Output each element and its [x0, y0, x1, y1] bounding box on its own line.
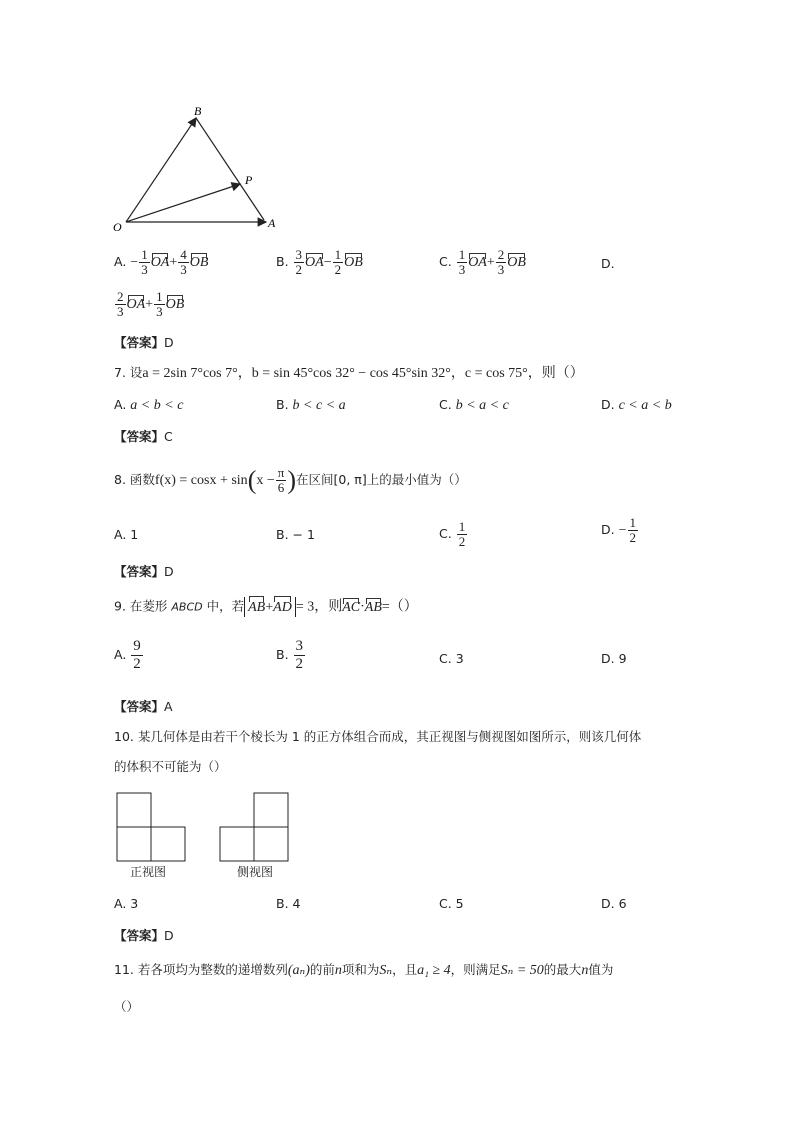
q6-option-c[interactable]: C. $\frac{1}{3}$ OA+ $\frac{2}{3}$ OB: [439, 247, 526, 277]
q10-option-a[interactable]: A. 3: [114, 896, 139, 911]
label-A: A: [268, 216, 276, 230]
q10-option-b[interactable]: B. 4: [276, 896, 301, 911]
q6-option-d-label[interactable]: D.: [601, 256, 615, 271]
front-view-cell-top: [117, 793, 151, 827]
q7-option-c[interactable]: C. b < a < c: [439, 397, 509, 413]
q9-stem: 9. 在菱形 ABCD 中，若 AB+AD = 3，则AC·AB=（）: [114, 597, 418, 617]
triangle-figure: [110, 100, 290, 235]
side-view-cell-top: [254, 793, 288, 827]
q10-answer: 【答案】D: [114, 928, 174, 943]
front-view-figure: [116, 792, 188, 862]
q6-answer: 【答案】D: [114, 335, 174, 350]
label-O: O: [113, 220, 122, 234]
q6-option-d[interactable]: $\frac{2}{3}$ OA+ $\frac{1}{3}$ OB: [117, 289, 185, 319]
q8-answer: 【答案】D: [114, 564, 174, 579]
q11-stem-line2: （）: [114, 999, 140, 1014]
side-view-cell-bottom-left: [220, 827, 254, 861]
q6-option-b[interactable]: B. $\frac{3}{2}$ OA− $\frac{1}{2}$ OB: [276, 247, 363, 277]
q8-option-d[interactable]: D. − $\frac{1}{2}$: [601, 515, 636, 545]
q9-answer: 【答案】A: [114, 699, 173, 714]
q8-option-c[interactable]: C. $\frac{1}{2}$: [439, 519, 466, 549]
q10-option-d[interactable]: D. 6: [601, 896, 627, 911]
front-view-cell-bottom-right: [151, 827, 185, 861]
q7-option-d[interactable]: D. c < a < b: [601, 397, 672, 413]
segment-BA: [196, 118, 264, 220]
q7-option-a[interactable]: A. a < b < c: [114, 397, 184, 413]
q9-option-b[interactable]: B. $\frac{3}{2}$: [276, 638, 304, 672]
q6-option-a[interactable]: A. − $\frac{1}{3}$ OA+ $\frac{4}{3}$ OB: [114, 247, 209, 277]
q10-stem-line2: 的体积不可能为（）: [114, 759, 227, 774]
q8-option-a[interactable]: A. 1: [114, 527, 139, 542]
label-B: B: [194, 104, 202, 118]
side-view-figure: [219, 792, 291, 862]
side-view-label: 侧视图: [237, 865, 274, 879]
front-view-cell-bottom-left: [117, 827, 151, 861]
q9-option-d[interactable]: D. 9: [601, 651, 627, 666]
q7-answer: 【答案】C: [114, 429, 173, 444]
vector-OP: [126, 184, 240, 222]
q8-option-b[interactable]: B. − 1: [276, 527, 315, 542]
q10-stem-line1: 10. 某几何体是由若干个棱长为 1 的正方体组合而成，其正视图与侧视图如图所示，则该几何体: [114, 729, 642, 744]
label-P: P: [245, 173, 253, 187]
side-view-cell-bottom-right: [254, 827, 288, 861]
q7-option-b[interactable]: B. b < c < a: [276, 397, 346, 413]
front-view-label: 正视图: [130, 865, 167, 879]
q8-stem: 8. 函数f(x) = cosx + sin(x − $\frac{\pi}{6}$ )在区间[0, π]上的最小值为（）: [114, 465, 467, 495]
q9-option-c[interactable]: C. 3: [439, 651, 464, 666]
q7-stem: 7. 设a = 2sin 7°cos 7°，b = sin 45°cos 32° − cos 45°sin 32°，c = cos 75°，则（）: [114, 365, 584, 381]
vector-OB: [126, 118, 196, 222]
q11-stem-line1: 11. 若各项均为整数的递增数列(aₙ)的前n项和为Sₙ，且a₁ ≥ 4，则满足Sₙ = 50的最大n值为: [114, 962, 614, 978]
q10-option-c[interactable]: C. 5: [439, 896, 464, 911]
q9-option-a[interactable]: A. $\frac{9}{2}$: [114, 638, 141, 672]
